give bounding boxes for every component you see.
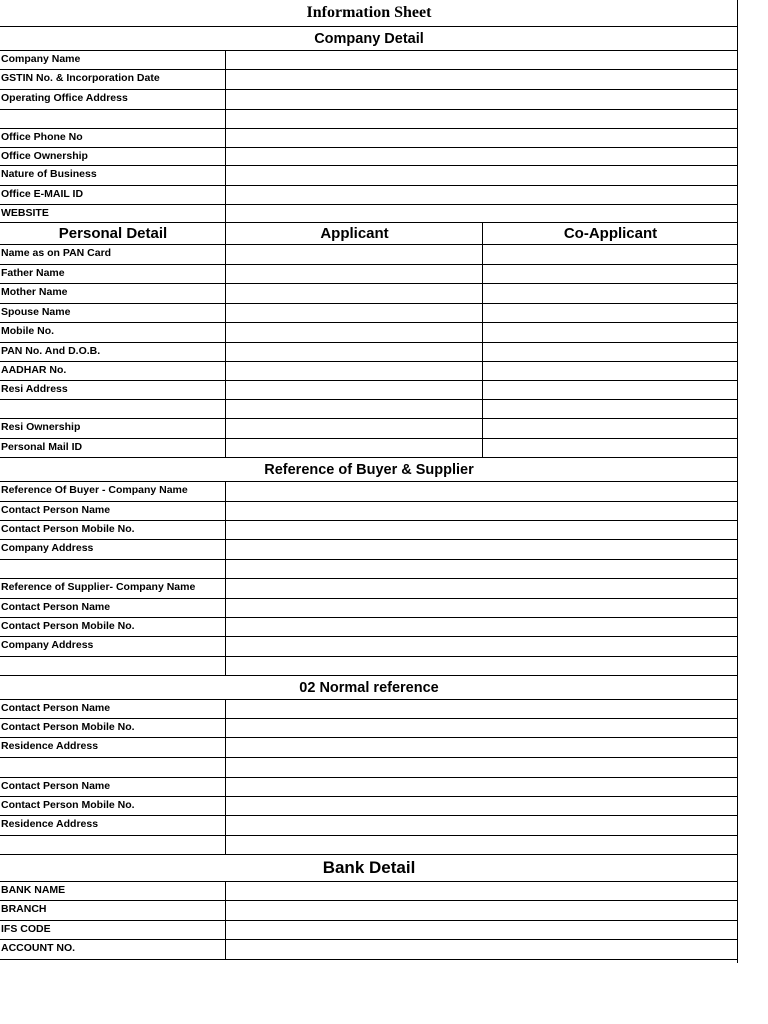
applicant-value-cell[interactable]: [225, 400, 483, 418]
field-label: Office E-MAIL ID: [1, 188, 84, 200]
section-bank-detail: [0, 855, 738, 882]
co-applicant-value-cell[interactable]: [482, 400, 738, 418]
section-heading-personal: [0, 223, 226, 244]
field-label: Spouse Name: [1, 306, 71, 318]
company-fields: [0, 51, 738, 223]
applicant-value-cell[interactable]: [225, 284, 483, 303]
field-value-cell[interactable]: [225, 637, 738, 656]
field-value-cell[interactable]: [225, 521, 738, 539]
field-label: Office Phone No: [1, 131, 83, 143]
section-heading: Reference of Buyer & Supplier: [264, 461, 474, 478]
form-row: [0, 362, 738, 381]
field-value-cell[interactable]: [225, 816, 738, 835]
field-label: BANK NAME: [1, 884, 66, 896]
co-applicant-value-cell[interactable]: [482, 323, 738, 342]
field-label: [0, 758, 226, 777]
form-row: [0, 521, 738, 540]
form-row: [0, 148, 738, 166]
reference-fields: [0, 482, 738, 676]
section-heading: Bank Detail: [322, 858, 416, 877]
field-label: Contact Person Mobile No.: [1, 620, 135, 632]
form-row: [0, 51, 738, 70]
field-label: [0, 560, 226, 578]
field-label: Reference of Supplier- Company Name: [1, 581, 196, 593]
field-value-cell[interactable]: [225, 940, 738, 959]
field-value-cell[interactable]: [225, 836, 738, 854]
field-label: Contact Person Mobile No.: [1, 799, 135, 811]
co-applicant-value-cell[interactable]: [482, 343, 738, 361]
form-row: [0, 265, 738, 284]
form-row: [0, 599, 738, 618]
co-applicant-value-cell[interactable]: [482, 381, 738, 399]
applicant-heading: Applicant: [320, 225, 389, 242]
field-label: Contact Person Name: [1, 702, 111, 714]
field-label: Name as on PAN Card: [1, 247, 112, 259]
applicant-value-cell[interactable]: [225, 323, 483, 342]
form-row: [0, 400, 738, 419]
applicant-value-cell[interactable]: [225, 419, 483, 438]
field-value-cell[interactable]: [225, 901, 738, 920]
field-label: Contact Person Name: [1, 780, 111, 792]
field-label: Mother Name: [1, 286, 68, 298]
field-label: Contact Person Name: [1, 601, 111, 613]
section-heading: Company Detail: [314, 30, 424, 47]
field-value-cell[interactable]: [225, 482, 738, 501]
form-row: [0, 343, 738, 362]
form-row: [0, 205, 738, 223]
field-label: Company Address: [1, 639, 94, 651]
field-label: Resi Address: [1, 383, 68, 395]
form-row: [0, 921, 738, 940]
sheet-title-text: Information Sheet: [306, 4, 432, 21]
column-header-applicant: [225, 223, 483, 244]
co-applicant-heading: Co-Applicant: [563, 225, 658, 242]
form-row: [0, 439, 738, 458]
form-row: [0, 129, 738, 148]
field-label: Operating Office Address: [1, 92, 128, 104]
form-row: [0, 90, 738, 110]
sheet-title: [0, 0, 738, 27]
field-value-cell[interactable]: [225, 110, 738, 128]
form-row: [0, 758, 738, 778]
field-label: IFS CODE: [1, 923, 51, 935]
form-row: [0, 719, 738, 738]
form-row: [0, 186, 738, 205]
field-value-cell[interactable]: [225, 70, 738, 89]
field-value-cell[interactable]: [225, 657, 738, 675]
field-value-cell[interactable]: [225, 719, 738, 737]
field-label: AADHAR No.: [1, 364, 67, 376]
form-row: [0, 738, 738, 758]
applicant-value-cell[interactable]: [225, 245, 483, 264]
field-value-cell[interactable]: [225, 560, 738, 578]
form-row: [0, 482, 738, 502]
applicant-value-cell[interactable]: [225, 304, 483, 322]
co-applicant-value-cell[interactable]: [482, 304, 738, 322]
field-value-cell[interactable]: [225, 778, 738, 796]
field-value-cell[interactable]: [225, 90, 738, 109]
field-label: Contact Person Name: [1, 504, 111, 516]
form-row: [0, 882, 738, 901]
field-value-cell[interactable]: [225, 186, 738, 204]
form-row: [0, 245, 738, 265]
form-row: [0, 901, 738, 921]
field-label: Nature of Business: [1, 168, 97, 180]
field-label: BRANCH: [1, 903, 47, 915]
field-label: Resi Ownership: [1, 421, 81, 433]
field-label: [0, 110, 226, 128]
form-row: [0, 284, 738, 304]
field-value-cell[interactable]: [225, 738, 738, 757]
field-label: Contact Person Mobile No.: [1, 721, 135, 733]
form-row: [0, 657, 738, 676]
field-label: Company Name: [1, 53, 81, 65]
field-value-cell[interactable]: [225, 882, 738, 900]
applicant-value-cell[interactable]: [225, 362, 483, 380]
field-label: [0, 836, 226, 854]
form-row: [0, 579, 738, 599]
field-label: Father Name: [1, 267, 65, 279]
field-label: Reference Of Buyer - Company Name: [1, 484, 188, 496]
form-row: [0, 419, 738, 439]
field-label: Mobile No.: [1, 325, 55, 337]
form-row: [0, 940, 738, 960]
form-row: [0, 381, 738, 400]
form-row: [0, 166, 738, 186]
form-row: [0, 502, 738, 521]
field-value-cell[interactable]: [225, 540, 738, 559]
field-value-cell[interactable]: [225, 502, 738, 520]
section-heading: 02 Normal reference: [299, 679, 439, 696]
field-label: GSTIN No. & Incorporation Date: [1, 72, 160, 84]
field-value-cell[interactable]: [225, 129, 738, 147]
field-label: Residence Address: [1, 818, 99, 830]
personal-detail-header-row: [0, 223, 738, 245]
field-value-cell[interactable]: [225, 579, 738, 598]
section-company-detail: [0, 27, 738, 51]
field-label: [0, 657, 226, 675]
section-references: [0, 458, 738, 482]
field-label: Personal Mail ID: [1, 441, 83, 453]
applicant-value-cell[interactable]: [225, 343, 483, 361]
form-row: [0, 323, 738, 343]
co-applicant-value-cell[interactable]: [482, 245, 738, 264]
co-applicant-value-cell[interactable]: [482, 284, 738, 303]
bank-fields: [0, 882, 738, 960]
form-row: [0, 816, 738, 836]
applicant-value-cell[interactable]: [225, 381, 483, 399]
field-label: Residence Address: [1, 740, 99, 752]
section-normal-reference: [0, 676, 738, 700]
field-label: ACCOUNT NO.: [1, 942, 76, 954]
co-applicant-value-cell[interactable]: [482, 362, 738, 380]
form-row: [0, 304, 738, 323]
field-label: [0, 400, 226, 418]
field-value-cell[interactable]: [225, 51, 738, 69]
personal-detail-heading: Personal Detail: [58, 225, 168, 242]
field-label: WEBSITE: [1, 207, 49, 219]
field-value-cell[interactable]: [225, 148, 738, 165]
field-label: Contact Person Mobile No.: [1, 523, 135, 535]
field-value-cell[interactable]: [225, 599, 738, 617]
field-value-cell[interactable]: [225, 700, 738, 718]
form-row: [0, 700, 738, 719]
co-applicant-value-cell[interactable]: [482, 419, 738, 438]
normal-reference-fields: [0, 700, 738, 855]
field-value-cell[interactable]: [225, 797, 738, 815]
co-applicant-value-cell[interactable]: [482, 265, 738, 283]
co-applicant-value-cell[interactable]: [482, 439, 738, 457]
form-row: [0, 618, 738, 637]
form-row: [0, 540, 738, 560]
field-value-cell[interactable]: [225, 166, 738, 185]
field-label: Office Ownership: [1, 150, 88, 162]
field-value-cell[interactable]: [225, 921, 738, 939]
applicant-value-cell[interactable]: [225, 439, 483, 457]
form-row: [0, 560, 738, 579]
form-row: [0, 637, 738, 657]
field-value-cell[interactable]: [225, 758, 738, 777]
column-header-co-applicant: [482, 223, 738, 244]
field-value-cell[interactable]: [225, 205, 738, 222]
field-value-cell[interactable]: [225, 618, 738, 636]
form-row: [0, 836, 738, 855]
form-row: [0, 110, 738, 129]
form-row: [0, 797, 738, 816]
personal-fields: [0, 245, 738, 458]
form-row: [0, 778, 738, 797]
field-label: PAN No. And D.O.B.: [1, 345, 101, 357]
field-label: Company Address: [1, 542, 94, 554]
right-border-line: [737, 0, 738, 963]
form-row: [0, 70, 738, 90]
applicant-value-cell[interactable]: [225, 265, 483, 283]
